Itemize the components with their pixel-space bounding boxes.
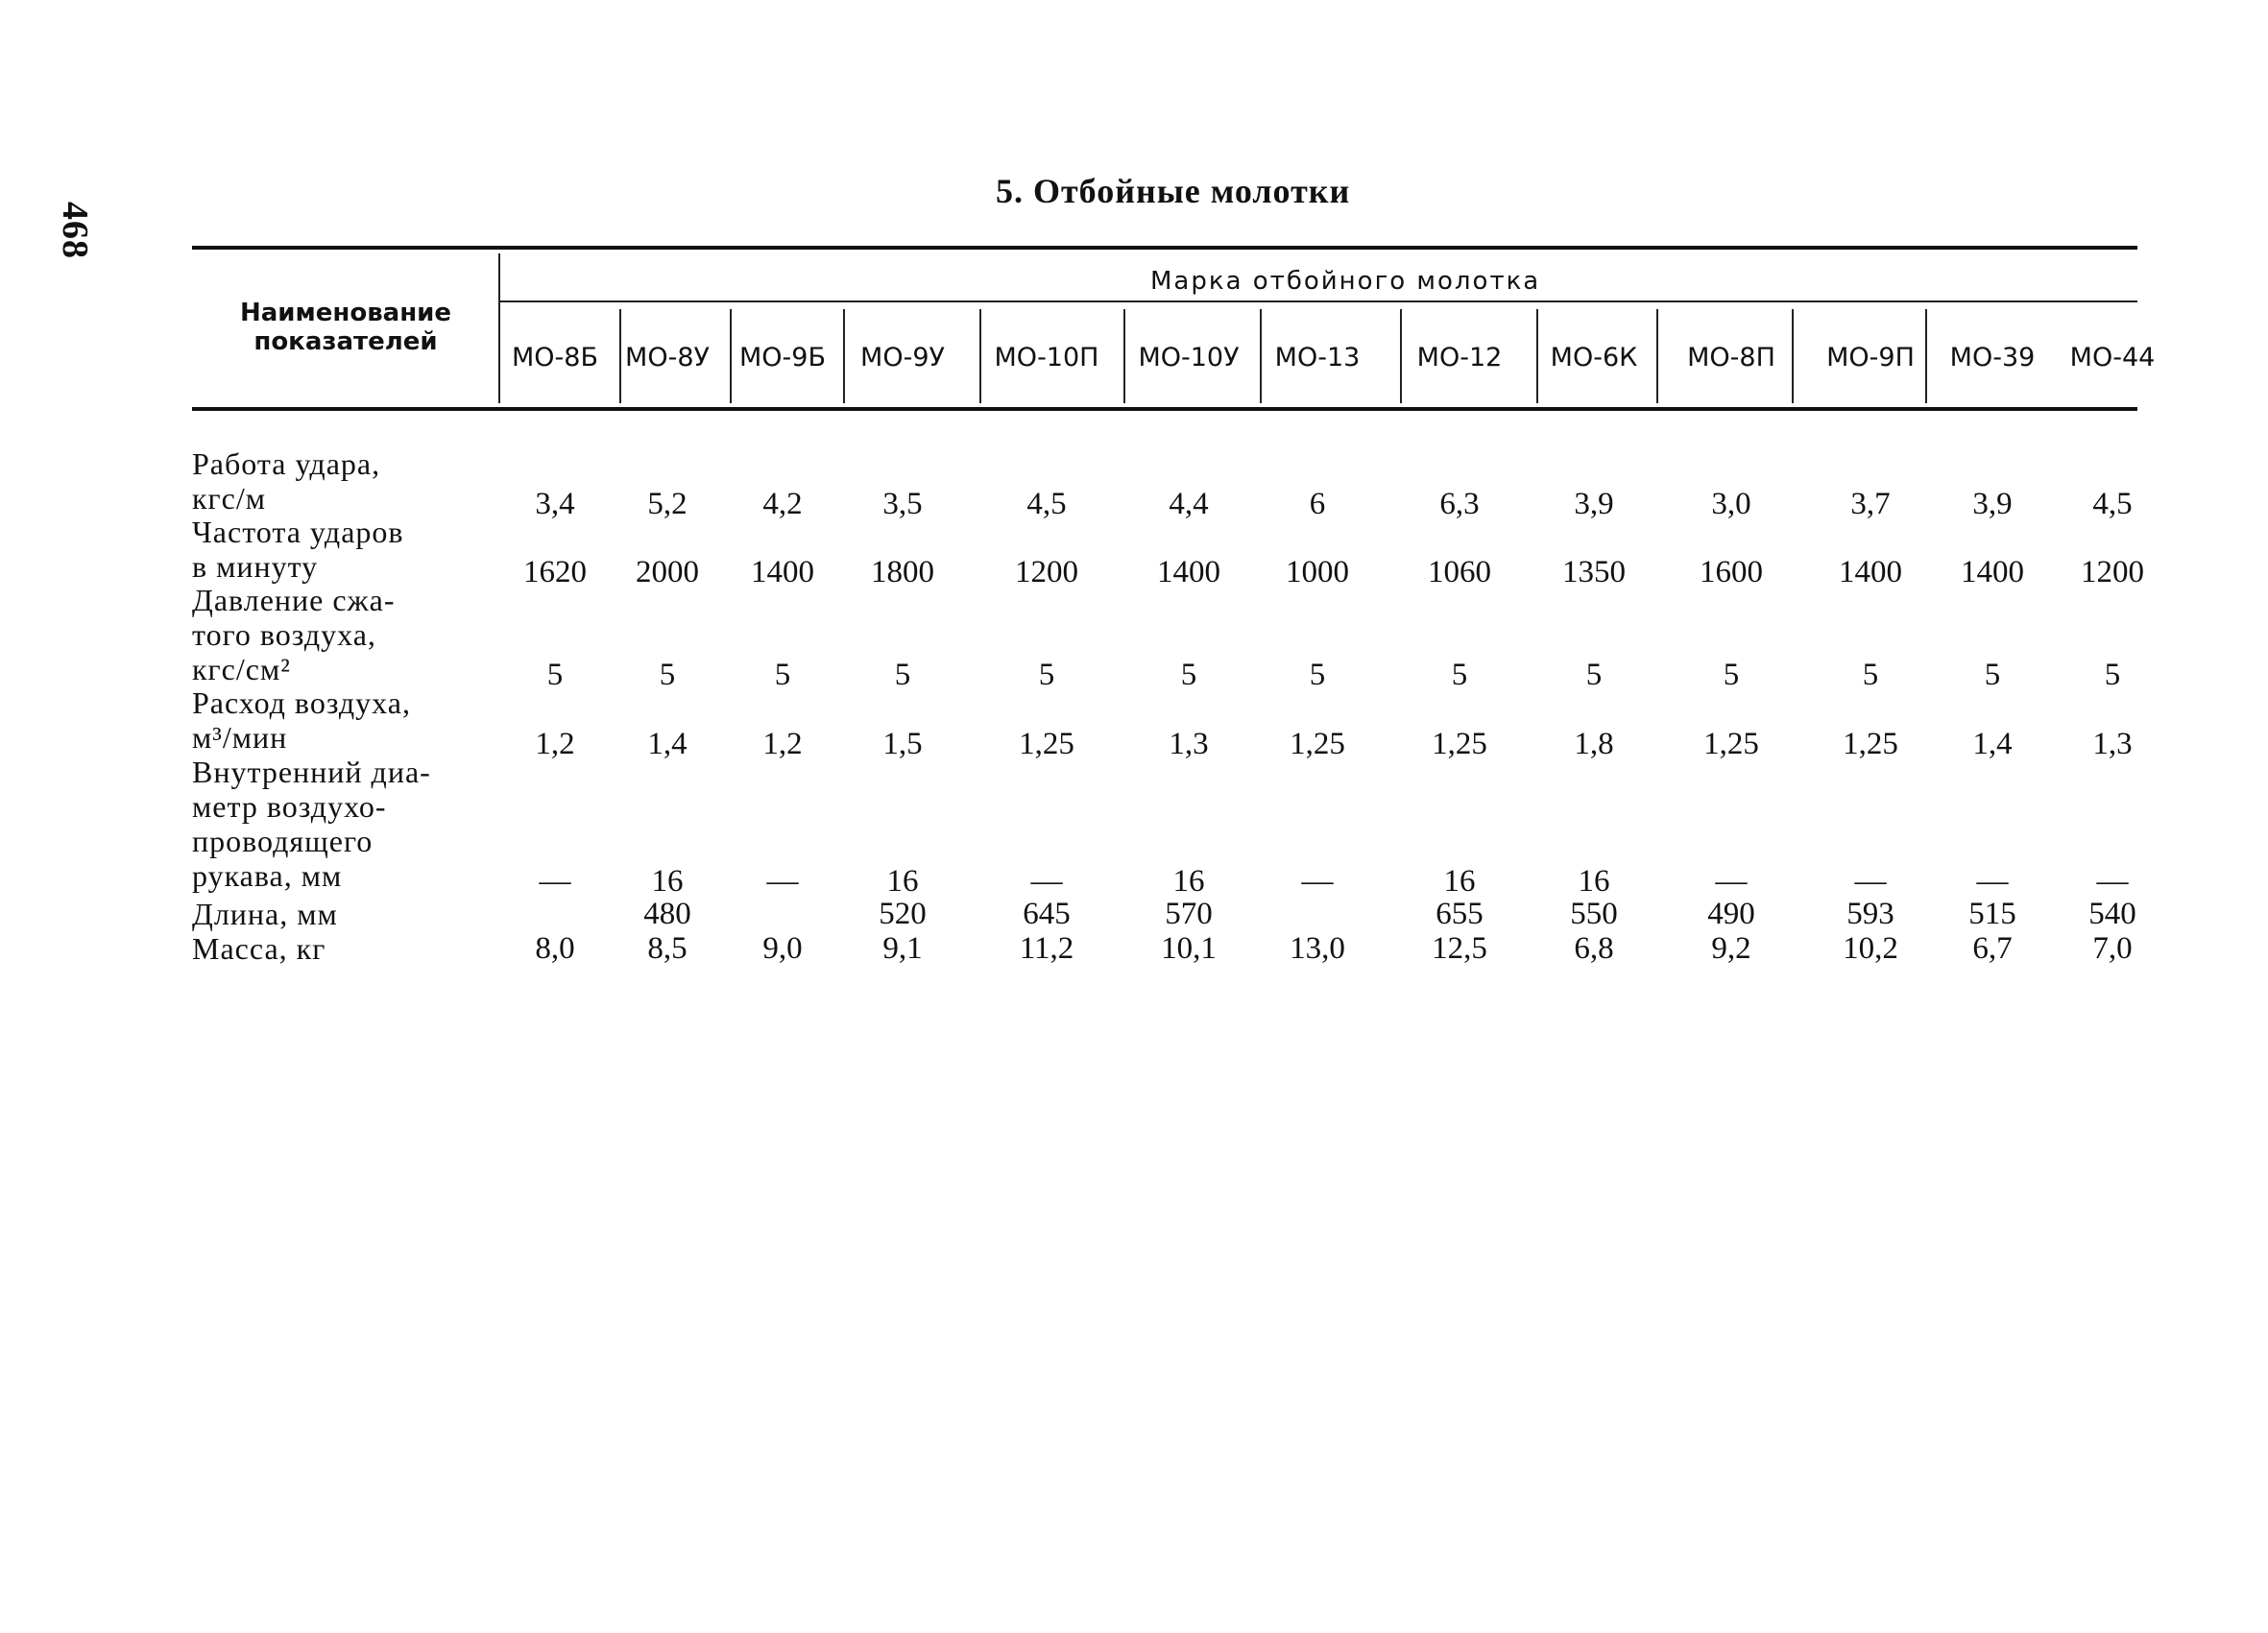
table-cell: 5,2 [647,487,688,521]
column-header: МО-9У [860,343,945,372]
table-cell: 16 [1172,864,1205,899]
table-cell: 5 [1984,658,2001,692]
table-cell: 2000 [636,555,699,589]
table-cell: 1,5 [882,727,923,761]
table-cell: 3,4 [535,487,575,521]
table-cell: 1,25 [1019,727,1074,761]
table-cell: 8,5 [647,931,688,966]
column-header: МО-39 [1949,343,2036,372]
table-cell: 8,0 [535,931,575,966]
table-cell: 16 [886,864,919,899]
table-cell: 1620 [523,555,587,589]
table-cell: 515 [1968,897,2016,931]
table-cell: 1400 [751,555,814,589]
table-cell: 10,2 [1843,931,1898,966]
table-cell: 1350 [1562,555,1626,589]
table-cell: 1400 [1157,555,1220,589]
table-cell: 6,8 [1574,931,1614,966]
table-cell: 570 [1165,897,1213,931]
table-cell: 9,2 [1711,931,1751,966]
table-cell: 490 [1707,897,1755,931]
table-cell: 6,7 [1972,931,2013,966]
page-number: 468 [55,202,95,259]
table-cell: 4,5 [2092,487,2133,521]
table-cell: 645 [1023,897,1071,931]
table-cell: — [2096,864,2129,899]
table-cell: 4,4 [1169,487,1209,521]
table-cell: 3,9 [1972,487,2013,521]
table-cell: 1,25 [1432,727,1487,761]
table-cell: 1060 [1428,555,1491,589]
table-cell: 16 [1443,864,1476,899]
table-cell: 3,9 [1574,487,1614,521]
table-cell: 4,2 [762,487,803,521]
table-cell: 1,4 [647,727,688,761]
table-cell: 5 [1585,658,1603,692]
table-cell: 1800 [871,555,934,589]
table-cell: — [1715,864,1748,899]
table-cell: 1,25 [1703,727,1759,761]
column-header: МО-12 [1416,343,1503,372]
group-header: Марка отбойного молотка [1150,267,1541,296]
stub-header: Наименование показателей [239,299,452,356]
table-cell: 6 [1309,487,1326,521]
table-cell: 1000 [1286,555,1349,589]
table-cell: 5 [1309,658,1326,692]
table-cell: 5 [1180,658,1197,692]
table-top-rule [192,246,2137,250]
row-label: Масса, кг [192,931,326,966]
table-cell: — [1301,864,1334,899]
column-header: МО-8Б [512,343,598,372]
table-cell: 1,3 [1169,727,1209,761]
table-cell: 1,8 [1574,727,1614,761]
column-header: МО-10П [994,343,1099,372]
column-header: МО-9Б [739,343,826,372]
table-cell: 540 [2088,897,2136,931]
table-cell: 5 [774,658,791,692]
table-cell: — [1976,864,2009,899]
table-cell: 11,2 [1019,931,1074,966]
table-cell: 5 [1862,658,1879,692]
table-cell: 9,0 [762,931,803,966]
table-cell: 4,5 [1026,487,1067,521]
table-cell: 1200 [1015,555,1078,589]
row-label: Длина, мм [192,897,338,931]
table-cell: 9,1 [882,931,923,966]
table-cell: 1,3 [2092,727,2133,761]
table-cell: 5 [894,658,911,692]
row-label: Работа удара, кгс/м [192,446,381,516]
table-cell: 520 [879,897,927,931]
table-cell: 5 [546,658,564,692]
table-cell: 1200 [2081,555,2144,589]
table-cell: 16 [1578,864,1610,899]
header-bottom-rule [192,407,2137,411]
row-label: Расход воздуха, м³/мин [192,685,411,755]
table-cell: 5 [1038,658,1055,692]
table-cell: 1400 [1839,555,1902,589]
table-cell: — [766,864,799,899]
column-header: МО-6К [1550,343,1638,372]
table-cell: 480 [643,897,691,931]
table-cell: 1,2 [535,727,575,761]
row-label: Давление сжа- того воздуха, кгс/см² [192,583,396,686]
table-cell: 5 [2104,658,2121,692]
table-cell: 6,3 [1439,487,1480,521]
row-label: Частота ударов в минуту [192,515,404,584]
table-cell: 3,7 [1850,487,1891,521]
table-cell: 3,0 [1711,487,1751,521]
column-header: МО-13 [1274,343,1361,372]
table-cell: — [539,864,571,899]
table-cell: 1,25 [1290,727,1345,761]
table-cell: 3,5 [882,487,923,521]
table-cell: 12,5 [1432,931,1487,966]
table-cell: 1,4 [1972,727,2013,761]
table-cell: 1,2 [762,727,803,761]
row-label: Внутренний диа- метр воздухо- проводящего рукава, мм [192,755,431,893]
table-cell: 1600 [1700,555,1763,589]
table-cell: 10,1 [1161,931,1217,966]
page-title: 5. Отбойные молотки [996,172,1351,210]
column-header: МО-8У [625,343,710,372]
table-cell: — [1030,864,1063,899]
table-cell: 16 [651,864,684,899]
group-header-rule [500,300,2137,302]
table-cell: — [1854,864,1887,899]
table-cell: 550 [1570,897,1618,931]
table-cell: 5 [1451,658,1468,692]
column-header: МО-44 [2069,343,2156,372]
column-header: МО-9П [1826,343,1915,372]
table-cell: 5 [1723,658,1740,692]
table-cell: 655 [1436,897,1484,931]
column-header: МО-10У [1138,343,1240,372]
table-cell: 1400 [1961,555,2024,589]
column-header: МО-8П [1687,343,1775,372]
table-cell: 7,0 [2092,931,2133,966]
table-cell: 13,0 [1290,931,1345,966]
table-cell: 5 [659,658,676,692]
table-cell: 1,25 [1843,727,1898,761]
table-cell: 593 [1846,897,1894,931]
